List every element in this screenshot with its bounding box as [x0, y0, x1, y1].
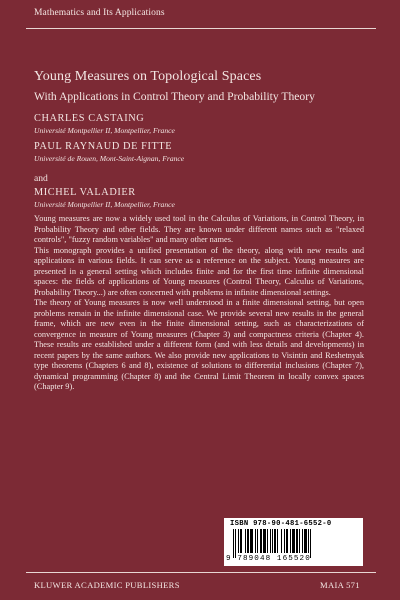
barcode-icon	[233, 529, 357, 555]
series-name: Mathematics and Its Applications	[34, 8, 165, 18]
author-affiliation: Université Montpellier II, Montpellier, France	[34, 126, 175, 135]
author-name: PAUL RAYNAUD DE FITTE	[34, 141, 173, 152]
isbn-label: ISBN 978-90-481-6552-0	[230, 520, 332, 528]
author-name: MICHEL VALADIER	[34, 187, 136, 198]
and-connector: and	[34, 173, 48, 184]
blurb-paragraph: This monograph provides a unified presentation of the theory, along with new results and applications in various fields. It can serve as a reference on the subject. Young measures are presented in a general setting which includes finite and for the first time infinite dimensional spaces: the fields of applications of Young measures (Control Theory, Calculus of Variations, Probability Theory...) are often concerned with problems in infinite dimensional settings.	[34, 245, 364, 297]
book-title: Young Measures on Topological Spaces	[34, 69, 262, 84]
author-affiliation: Université de Rouen, Mont-Saint-Aignan, France	[34, 154, 185, 163]
series-code: MAIA 571	[320, 580, 360, 590]
description-blurb	[34, 214, 364, 393]
author-affiliation: Université Montpellier II, Montpellier, France	[34, 200, 175, 209]
ean-digits: 9 789048 165520	[226, 555, 311, 563]
author-name: CHARLES CASTAING	[34, 113, 145, 124]
book-subtitle: With Applications in Control Theory and Probability Theory	[34, 90, 315, 103]
blurb-paragraph: Young measures are now a widely used tool in the Calculus of Variations, in Control Theory, in Probability Theory and other fields. They are known under different names such as "relaxed controls", "fuzzy random variables" and many other names.	[34, 214, 364, 244]
barcode-box	[224, 518, 363, 566]
publisher-name: KLUWER ACADEMIC PUBLISHERS	[34, 580, 180, 590]
blurb-paragraph: The theory of Young measures is now well understood in a finite dimensional setting, but open problems remain in the infinite dimensional case. We provide several new results in the general frame, which are new even in the finite dimensional setting, such as characterizations of convergence in measure of Young measures (Chapter 3) and compactness criteria (Chapter 4). These results are established under a different form (and with less details and developments) in recent papers by the same authors. We also provide new applications to Visintin and Reshetnyak type theorems (Chapters 6 and 8), existence of solutions to differential inclusions (Chapter 7), dynamical programming (Chapter 8) and the Central Limit Theorem in locally convex spaces (Chapter 9).	[34, 298, 364, 391]
bottom-rule	[26, 572, 376, 573]
top-rule	[26, 28, 376, 29]
